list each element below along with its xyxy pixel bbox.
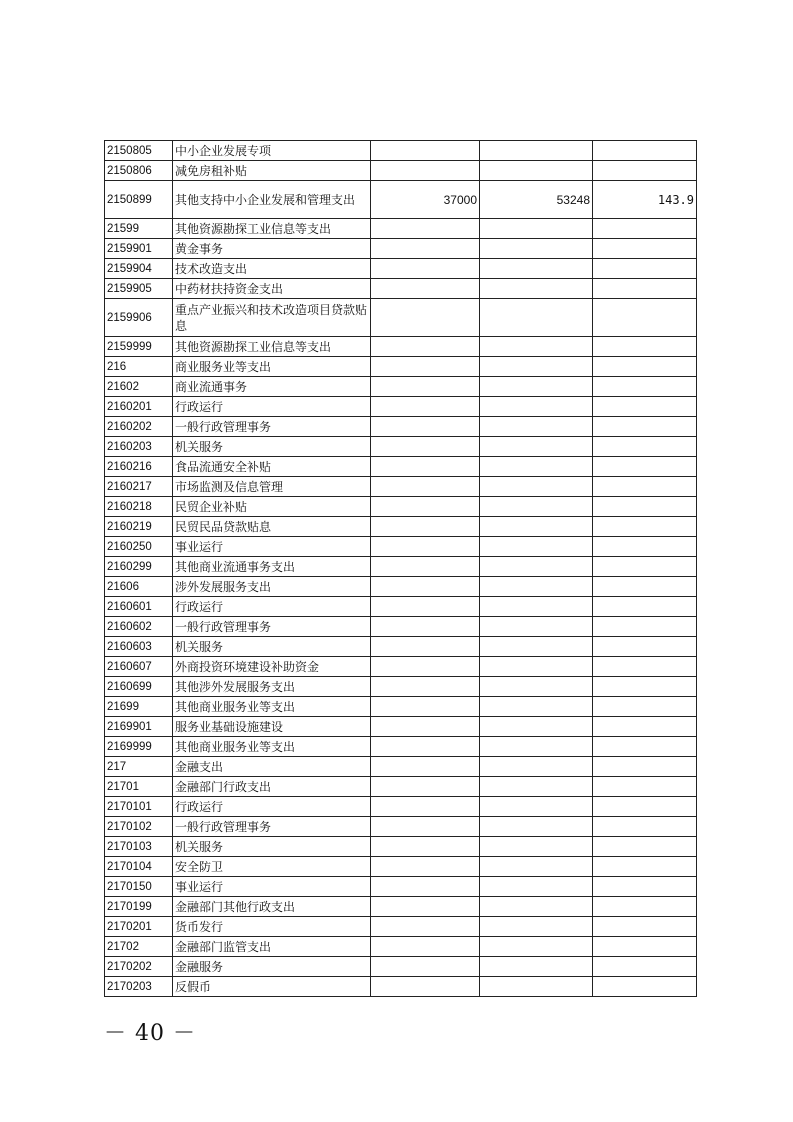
subject-name-cell: 金融部门行政支出 bbox=[173, 777, 371, 797]
table-row bbox=[105, 837, 697, 857]
subject-code-cell: 2169999 bbox=[105, 737, 173, 757]
value-cell-3 bbox=[593, 417, 697, 437]
table-row bbox=[105, 877, 697, 897]
value-cell-2 bbox=[480, 817, 593, 837]
subject-name-cell: 行政运行 bbox=[173, 597, 371, 617]
value-cell-3 bbox=[593, 337, 697, 357]
table-row bbox=[105, 937, 697, 957]
value-cell-1 bbox=[371, 597, 480, 617]
value-cell-1 bbox=[371, 877, 480, 897]
value-cell-3 bbox=[593, 857, 697, 877]
table-row bbox=[105, 417, 697, 437]
value-cell-2 bbox=[480, 737, 593, 757]
subject-code-cell: 2160217 bbox=[105, 477, 173, 497]
value-cell-3 bbox=[593, 777, 697, 797]
value-cell-1 bbox=[371, 757, 480, 777]
value-cell-2 bbox=[480, 457, 593, 477]
subject-name-cell: 一般行政管理事务 bbox=[173, 817, 371, 837]
value-cell-3 bbox=[593, 737, 697, 757]
value-cell-3 bbox=[593, 717, 697, 737]
value-cell-3 bbox=[593, 837, 697, 857]
value-cell-3 bbox=[593, 299, 697, 337]
subject-code-cell: 2170203 bbox=[105, 977, 173, 997]
value-cell-3 bbox=[593, 917, 697, 937]
subject-code-cell: 21606 bbox=[105, 577, 173, 597]
value-cell-3 bbox=[593, 577, 697, 597]
table-row bbox=[105, 397, 697, 417]
value-cell-3 bbox=[593, 977, 697, 997]
value-cell-3 bbox=[593, 657, 697, 677]
value-cell-2 bbox=[480, 937, 593, 957]
table-row bbox=[105, 279, 697, 299]
value-cell-1 bbox=[371, 897, 480, 917]
value-cell-1 bbox=[371, 797, 480, 817]
table-row bbox=[105, 537, 697, 557]
value-cell-2 bbox=[480, 677, 593, 697]
subject-code-cell: 2150899 bbox=[105, 181, 173, 219]
subject-code-cell: 2160218 bbox=[105, 497, 173, 517]
value-cell-1 bbox=[371, 717, 480, 737]
subject-name-cell: 一般行政管理事务 bbox=[173, 617, 371, 637]
value-cell-1 bbox=[371, 239, 480, 259]
subject-name-cell: 商业流通事务 bbox=[173, 377, 371, 397]
subject-name-cell: 外商投资环境建设补助资金 bbox=[173, 657, 371, 677]
value-cell-2 bbox=[480, 917, 593, 937]
value-cell-2 bbox=[480, 141, 593, 161]
subject-code-cell: 21702 bbox=[105, 937, 173, 957]
subject-code-cell: 21602 bbox=[105, 377, 173, 397]
subject-code-cell: 217 bbox=[105, 757, 173, 777]
value-cell-1: 37000 bbox=[371, 181, 480, 219]
subject-code-cell: 2170202 bbox=[105, 957, 173, 977]
subject-code-cell: 2170104 bbox=[105, 857, 173, 877]
subject-code-cell: 2170201 bbox=[105, 917, 173, 937]
value-cell-1 bbox=[371, 677, 480, 697]
value-cell-1 bbox=[371, 337, 480, 357]
value-cell-2 bbox=[480, 279, 593, 299]
value-cell-3 bbox=[593, 637, 697, 657]
subject-name-cell: 其他资源勘探工业信息等支出 bbox=[173, 337, 371, 357]
subject-name-cell: 行政运行 bbox=[173, 797, 371, 817]
value-cell-1 bbox=[371, 957, 480, 977]
budget-table-body bbox=[105, 141, 697, 997]
value-cell-2 bbox=[480, 437, 593, 457]
value-cell-2 bbox=[480, 897, 593, 917]
value-cell-1 bbox=[371, 637, 480, 657]
value-cell-1 bbox=[371, 817, 480, 837]
value-cell-2 bbox=[480, 377, 593, 397]
value-cell-2 bbox=[480, 357, 593, 377]
value-cell-2 bbox=[480, 337, 593, 357]
subject-name-cell: 安全防卫 bbox=[173, 857, 371, 877]
value-cell-1 bbox=[371, 977, 480, 997]
value-cell-2 bbox=[480, 777, 593, 797]
value-cell-3 bbox=[593, 497, 697, 517]
value-cell-3 bbox=[593, 219, 697, 239]
subject-name-cell: 其他商业流通事务支出 bbox=[173, 557, 371, 577]
value-cell-1 bbox=[371, 457, 480, 477]
subject-code-cell: 2160602 bbox=[105, 617, 173, 637]
subject-name-cell: 机关服务 bbox=[173, 637, 371, 657]
value-cell-1 bbox=[371, 557, 480, 577]
subject-name-cell: 服务业基础设施建设 bbox=[173, 717, 371, 737]
value-cell-3 bbox=[593, 757, 697, 777]
value-cell-1 bbox=[371, 397, 480, 417]
subject-code-cell: 2159901 bbox=[105, 239, 173, 259]
table-row bbox=[105, 259, 697, 279]
table-row bbox=[105, 457, 697, 477]
value-cell-3 bbox=[593, 677, 697, 697]
value-cell-3 bbox=[593, 357, 697, 377]
value-cell-2 bbox=[480, 299, 593, 337]
table-row bbox=[105, 917, 697, 937]
subject-name-cell: 事业运行 bbox=[173, 537, 371, 557]
value-cell-1 bbox=[371, 437, 480, 457]
subject-name-cell: 机关服务 bbox=[173, 837, 371, 857]
value-cell-1 bbox=[371, 279, 480, 299]
value-cell-1 bbox=[371, 577, 480, 597]
subject-code-cell: 2170102 bbox=[105, 817, 173, 837]
value-cell-2 bbox=[480, 259, 593, 279]
subject-name-cell: 食品流通安全补贴 bbox=[173, 457, 371, 477]
table-row bbox=[105, 657, 697, 677]
value-cell-2 bbox=[480, 637, 593, 657]
table-row bbox=[105, 797, 697, 817]
value-cell-2 bbox=[480, 557, 593, 577]
table-row bbox=[105, 219, 697, 239]
value-cell-2 bbox=[480, 397, 593, 417]
value-cell-2 bbox=[480, 797, 593, 817]
subject-code-cell: 2160299 bbox=[105, 557, 173, 577]
subject-code-cell: 2160601 bbox=[105, 597, 173, 617]
subject-name-cell: 中药材扶持资金支出 bbox=[173, 279, 371, 299]
subject-name-cell: 金融支出 bbox=[173, 757, 371, 777]
subject-name-cell: 其他商业服务业等支出 bbox=[173, 697, 371, 717]
table-row bbox=[105, 737, 697, 757]
value-cell-2 bbox=[480, 239, 593, 259]
table-row bbox=[105, 497, 697, 517]
value-cell-2 bbox=[480, 597, 593, 617]
value-cell-3 bbox=[593, 877, 697, 897]
subject-code-cell: 21599 bbox=[105, 219, 173, 239]
subject-code-cell: 2170199 bbox=[105, 897, 173, 917]
budget-table bbox=[104, 140, 697, 997]
value-cell-2 bbox=[480, 617, 593, 637]
table-row bbox=[105, 161, 697, 181]
value-cell-2 bbox=[480, 697, 593, 717]
value-cell-1 bbox=[371, 357, 480, 377]
value-cell-2 bbox=[480, 497, 593, 517]
table-row bbox=[105, 299, 697, 337]
table-row bbox=[105, 377, 697, 397]
subject-code-cell: 2160603 bbox=[105, 637, 173, 657]
subject-code-cell: 2160202 bbox=[105, 417, 173, 437]
value-cell-3 bbox=[593, 537, 697, 557]
subject-name-cell: 其他涉外发展服务支出 bbox=[173, 677, 371, 697]
subject-name-cell: 其他支持中小企业发展和管理支出 bbox=[173, 181, 371, 219]
value-cell-1 bbox=[371, 657, 480, 677]
table-row bbox=[105, 697, 697, 717]
subject-name-cell: 金融部门其他行政支出 bbox=[173, 897, 371, 917]
value-cell-2 bbox=[480, 477, 593, 497]
subject-code-cell: 2170101 bbox=[105, 797, 173, 817]
table-row bbox=[105, 557, 697, 577]
value-cell-1 bbox=[371, 477, 480, 497]
subject-name-cell: 反假币 bbox=[173, 977, 371, 997]
value-cell-1 bbox=[371, 299, 480, 337]
table-row bbox=[105, 437, 697, 457]
value-cell-3 bbox=[593, 279, 697, 299]
value-cell-2 bbox=[480, 977, 593, 997]
value-cell-3 bbox=[593, 517, 697, 537]
table-row bbox=[105, 517, 697, 537]
value-cell-3 bbox=[593, 457, 697, 477]
subject-name-cell: 技术改造支出 bbox=[173, 259, 371, 279]
subject-name-cell: 商业服务业等支出 bbox=[173, 357, 371, 377]
subject-code-cell: 2169901 bbox=[105, 717, 173, 737]
value-cell-2 bbox=[480, 877, 593, 897]
value-cell-2 bbox=[480, 161, 593, 181]
value-cell-3 bbox=[593, 797, 697, 817]
value-cell-3 bbox=[593, 897, 697, 917]
value-cell-1 bbox=[371, 517, 480, 537]
value-cell-3 bbox=[593, 817, 697, 837]
subject-code-cell: 216 bbox=[105, 357, 173, 377]
subject-name-cell: 中小企业发展专项 bbox=[173, 141, 371, 161]
table-row bbox=[105, 477, 697, 497]
subject-code-cell: 2159999 bbox=[105, 337, 173, 357]
table-row bbox=[105, 897, 697, 917]
subject-code-cell: 2150806 bbox=[105, 161, 173, 181]
subject-code-cell: 2160699 bbox=[105, 677, 173, 697]
value-cell-3 bbox=[593, 617, 697, 637]
value-cell-2 bbox=[480, 857, 593, 877]
value-cell-3 bbox=[593, 957, 697, 977]
value-cell-3 bbox=[593, 597, 697, 617]
value-cell-2 bbox=[480, 837, 593, 857]
table-row bbox=[105, 141, 697, 161]
value-cell-1 bbox=[371, 497, 480, 517]
subject-code-cell: 2170150 bbox=[105, 877, 173, 897]
value-cell-3 bbox=[593, 141, 697, 161]
subject-name-cell: 行政运行 bbox=[173, 397, 371, 417]
value-cell-1 bbox=[371, 777, 480, 797]
value-cell-2 bbox=[480, 717, 593, 737]
table-row bbox=[105, 757, 697, 777]
subject-name-cell: 一般行政管理事务 bbox=[173, 417, 371, 437]
value-cell-1 bbox=[371, 617, 480, 637]
table-row bbox=[105, 957, 697, 977]
value-cell-3 bbox=[593, 239, 697, 259]
value-cell-3 bbox=[593, 937, 697, 957]
value-cell-3: 143.9 bbox=[593, 181, 697, 219]
value-cell-2 bbox=[480, 957, 593, 977]
table-row bbox=[105, 577, 697, 597]
value-cell-1 bbox=[371, 837, 480, 857]
value-cell-3 bbox=[593, 477, 697, 497]
value-cell-3 bbox=[593, 259, 697, 279]
value-cell-2 bbox=[480, 537, 593, 557]
value-cell-1 bbox=[371, 697, 480, 717]
subject-name-cell: 金融部门监管支出 bbox=[173, 937, 371, 957]
subject-code-cell: 2160219 bbox=[105, 517, 173, 537]
value-cell-2: 53248 bbox=[480, 181, 593, 219]
value-cell-1 bbox=[371, 377, 480, 397]
page-number: － 40 － bbox=[104, 1021, 196, 1046]
value-cell-1 bbox=[371, 417, 480, 437]
table-row bbox=[105, 239, 697, 259]
value-cell-2 bbox=[480, 577, 593, 597]
subject-name-cell: 黄金事务 bbox=[173, 239, 371, 259]
subject-code-cell: 2160201 bbox=[105, 397, 173, 417]
subject-code-cell: 2160250 bbox=[105, 537, 173, 557]
value-cell-3 bbox=[593, 697, 697, 717]
subject-name-cell: 市场监测及信息管理 bbox=[173, 477, 371, 497]
value-cell-1 bbox=[371, 857, 480, 877]
subject-name-cell: 减免房租补贴 bbox=[173, 161, 371, 181]
value-cell-3 bbox=[593, 397, 697, 417]
table-row bbox=[105, 677, 697, 697]
subject-name-cell: 重点产业振兴和技术改造项目贷款贴息 bbox=[173, 299, 371, 337]
value-cell-1 bbox=[371, 259, 480, 279]
subject-code-cell: 2150805 bbox=[105, 141, 173, 161]
subject-code-cell: 21699 bbox=[105, 697, 173, 717]
value-cell-2 bbox=[480, 417, 593, 437]
subject-code-cell: 2160607 bbox=[105, 657, 173, 677]
subject-code-cell: 2160216 bbox=[105, 457, 173, 477]
value-cell-2 bbox=[480, 757, 593, 777]
value-cell-1 bbox=[371, 937, 480, 957]
table-row bbox=[105, 637, 697, 657]
value-cell-1 bbox=[371, 161, 480, 181]
value-cell-2 bbox=[480, 657, 593, 677]
subject-code-cell: 2160203 bbox=[105, 437, 173, 457]
table-row bbox=[105, 357, 697, 377]
value-cell-2 bbox=[480, 219, 593, 239]
subject-name-cell: 事业运行 bbox=[173, 877, 371, 897]
subject-name-cell: 涉外发展服务支出 bbox=[173, 577, 371, 597]
table-row bbox=[105, 337, 697, 357]
subject-code-cell: 2159905 bbox=[105, 279, 173, 299]
value-cell-1 bbox=[371, 917, 480, 937]
table-row bbox=[105, 977, 697, 997]
value-cell-1 bbox=[371, 737, 480, 757]
subject-name-cell: 其他商业服务业等支出 bbox=[173, 737, 371, 757]
table-row bbox=[105, 617, 697, 637]
table-row bbox=[105, 181, 697, 219]
table-row bbox=[105, 777, 697, 797]
subject-name-cell: 其他资源勘探工业信息等支出 bbox=[173, 219, 371, 239]
value-cell-1 bbox=[371, 219, 480, 239]
table-row bbox=[105, 857, 697, 877]
subject-code-cell: 21701 bbox=[105, 777, 173, 797]
value-cell-2 bbox=[480, 517, 593, 537]
subject-name-cell: 金融服务 bbox=[173, 957, 371, 977]
subject-name-cell: 民贸民品贷款贴息 bbox=[173, 517, 371, 537]
value-cell-3 bbox=[593, 557, 697, 577]
value-cell-1 bbox=[371, 537, 480, 557]
table-row bbox=[105, 597, 697, 617]
subject-name-cell: 货币发行 bbox=[173, 917, 371, 937]
value-cell-3 bbox=[593, 437, 697, 457]
value-cell-1 bbox=[371, 141, 480, 161]
subject-code-cell: 2159904 bbox=[105, 259, 173, 279]
value-cell-3 bbox=[593, 377, 697, 397]
subject-code-cell: 2170103 bbox=[105, 837, 173, 857]
table-row bbox=[105, 817, 697, 837]
subject-name-cell: 机关服务 bbox=[173, 437, 371, 457]
subject-name-cell: 民贸企业补贴 bbox=[173, 497, 371, 517]
subject-code-cell: 2159906 bbox=[105, 299, 173, 337]
value-cell-3 bbox=[593, 161, 697, 181]
table-row bbox=[105, 717, 697, 737]
